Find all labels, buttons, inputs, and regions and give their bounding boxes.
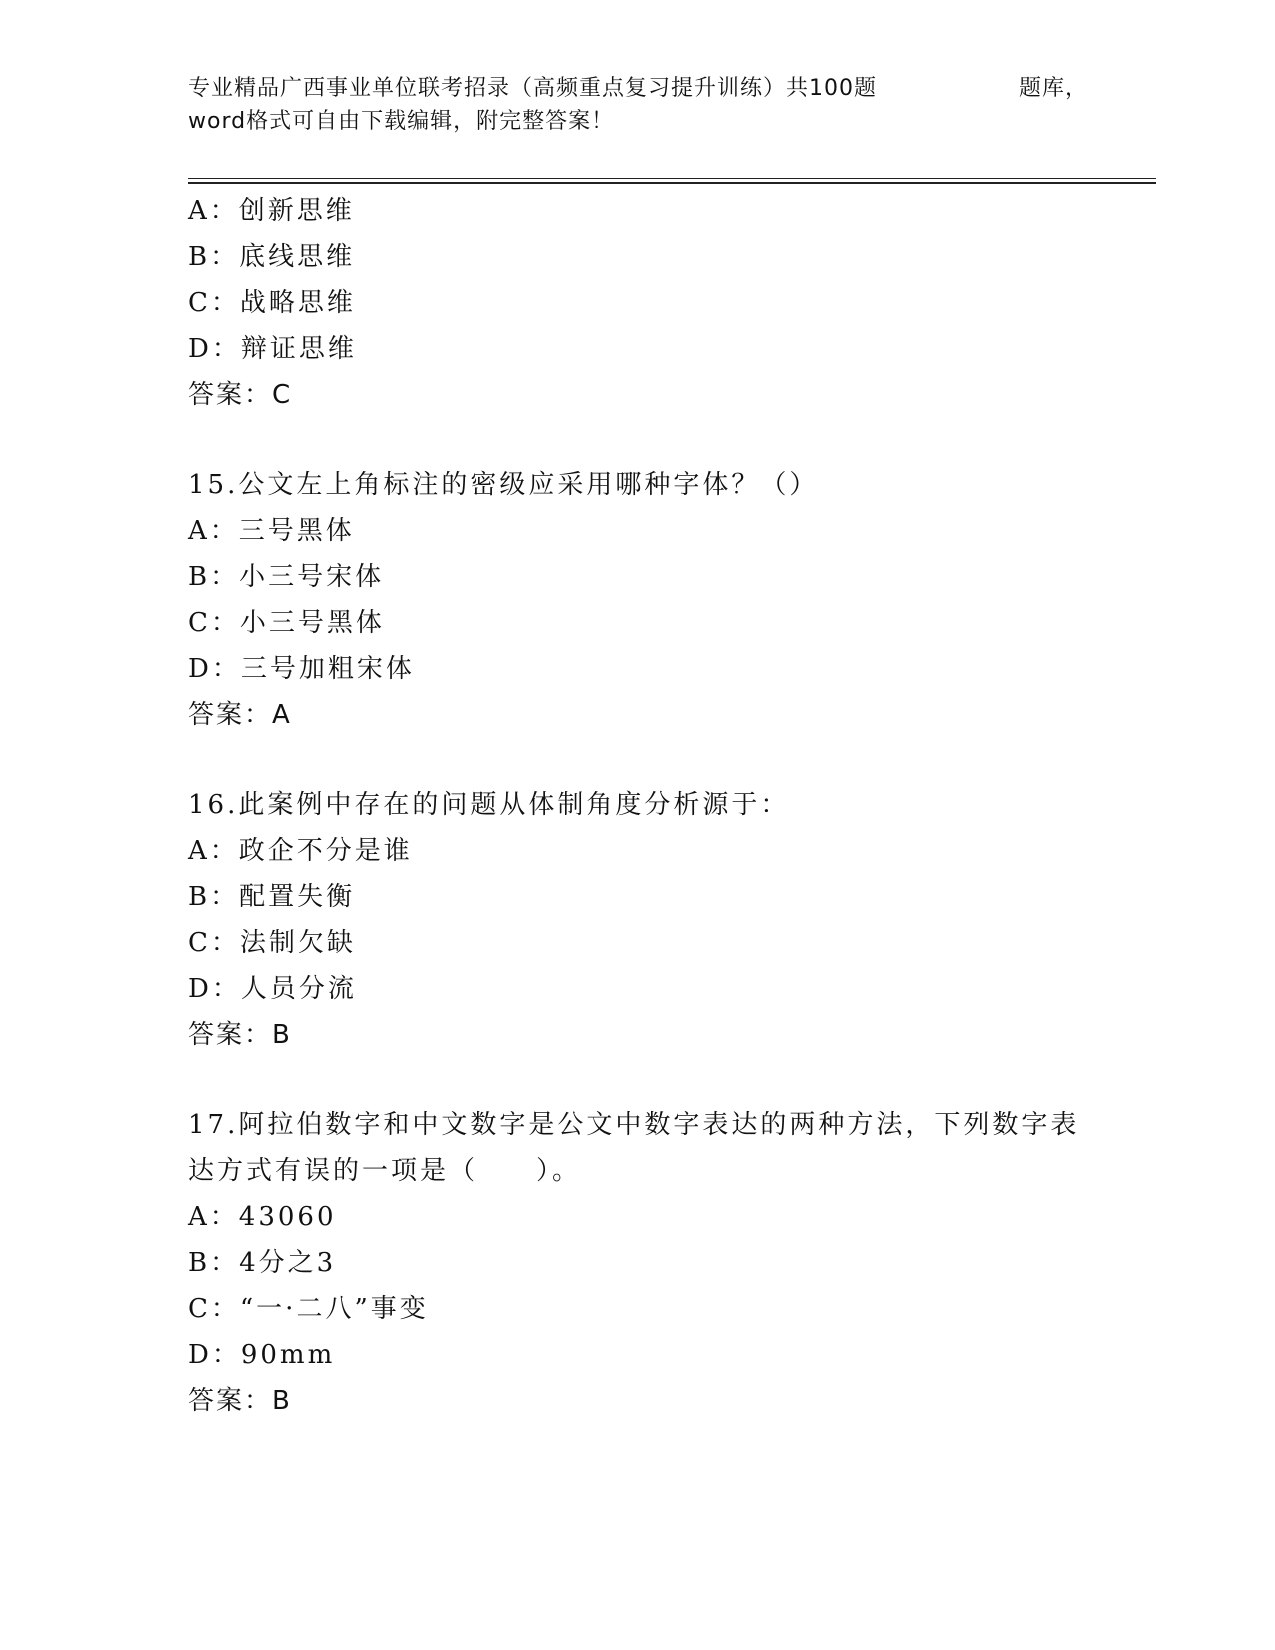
- question-title-line-1: 17.阿拉伯数字和中文数字是公文中数字表达的两种方法，下列数字表: [188, 1110, 1080, 1140]
- option-c: C：“一·二八”事变: [188, 1294, 429, 1324]
- option-d: D：人员分流: [188, 974, 357, 1004]
- option-b: B：小三号宋体: [188, 562, 385, 592]
- header-divider-thick: [188, 182, 1156, 184]
- question-title-line-2: 达方式有误的一项是（ ）。: [188, 1156, 582, 1186]
- question-block-16: [188, 782, 1088, 1058]
- question-title: [188, 1102, 1088, 1194]
- header-title-suffix: 题库，: [1018, 76, 1088, 101]
- answer-text: 答案：B: [188, 1386, 292, 1416]
- header-divider-thin: [188, 178, 1156, 179]
- option-a: A：三号黑体: [188, 516, 355, 546]
- option-c: C：法制欠缺: [188, 928, 356, 958]
- option-c: C：小三号黑体: [188, 608, 385, 638]
- option-b: B：底线思维: [188, 242, 356, 272]
- question-block-15: [188, 462, 1088, 738]
- header-subtitle: word格式可自由下载编辑，附完整答案！: [188, 109, 615, 134]
- option-a: A：创新思维: [188, 196, 355, 226]
- spacer: [188, 1058, 1088, 1102]
- option-c: C：战略思维: [188, 288, 356, 318]
- option-d: D：90mm: [188, 1340, 336, 1370]
- option-a: A：政企不分是谁: [188, 836, 413, 866]
- option-a: A：43060: [188, 1202, 337, 1232]
- header-line-1: [188, 72, 1088, 105]
- document-header: [188, 72, 1088, 138]
- answer-text: 答案：C: [188, 380, 293, 410]
- answer-text: 答案：B: [188, 1020, 292, 1050]
- question-title: 16.此案例中存在的问题从体制角度分析源于：: [188, 790, 790, 820]
- option-b: B：配置失衡: [188, 882, 356, 912]
- option-d: D：三号加粗宋体: [188, 654, 415, 684]
- question-block-17: [188, 1102, 1088, 1424]
- answer-text: 答案：A: [188, 700, 292, 730]
- spacer: [188, 418, 1088, 462]
- spacer: [188, 738, 1088, 782]
- question-list: [188, 188, 1088, 1424]
- question-title: 15.公文左上角标注的密级应采用哪种字体？（）: [188, 470, 819, 500]
- option-b: B：4分之3: [188, 1248, 337, 1278]
- header-title: 专业精品广西事业单位联考招录（高频重点复习提升训练）共100题: [188, 76, 877, 101]
- question-block-14: [188, 188, 1088, 418]
- option-d: D：辩证思维: [188, 334, 357, 364]
